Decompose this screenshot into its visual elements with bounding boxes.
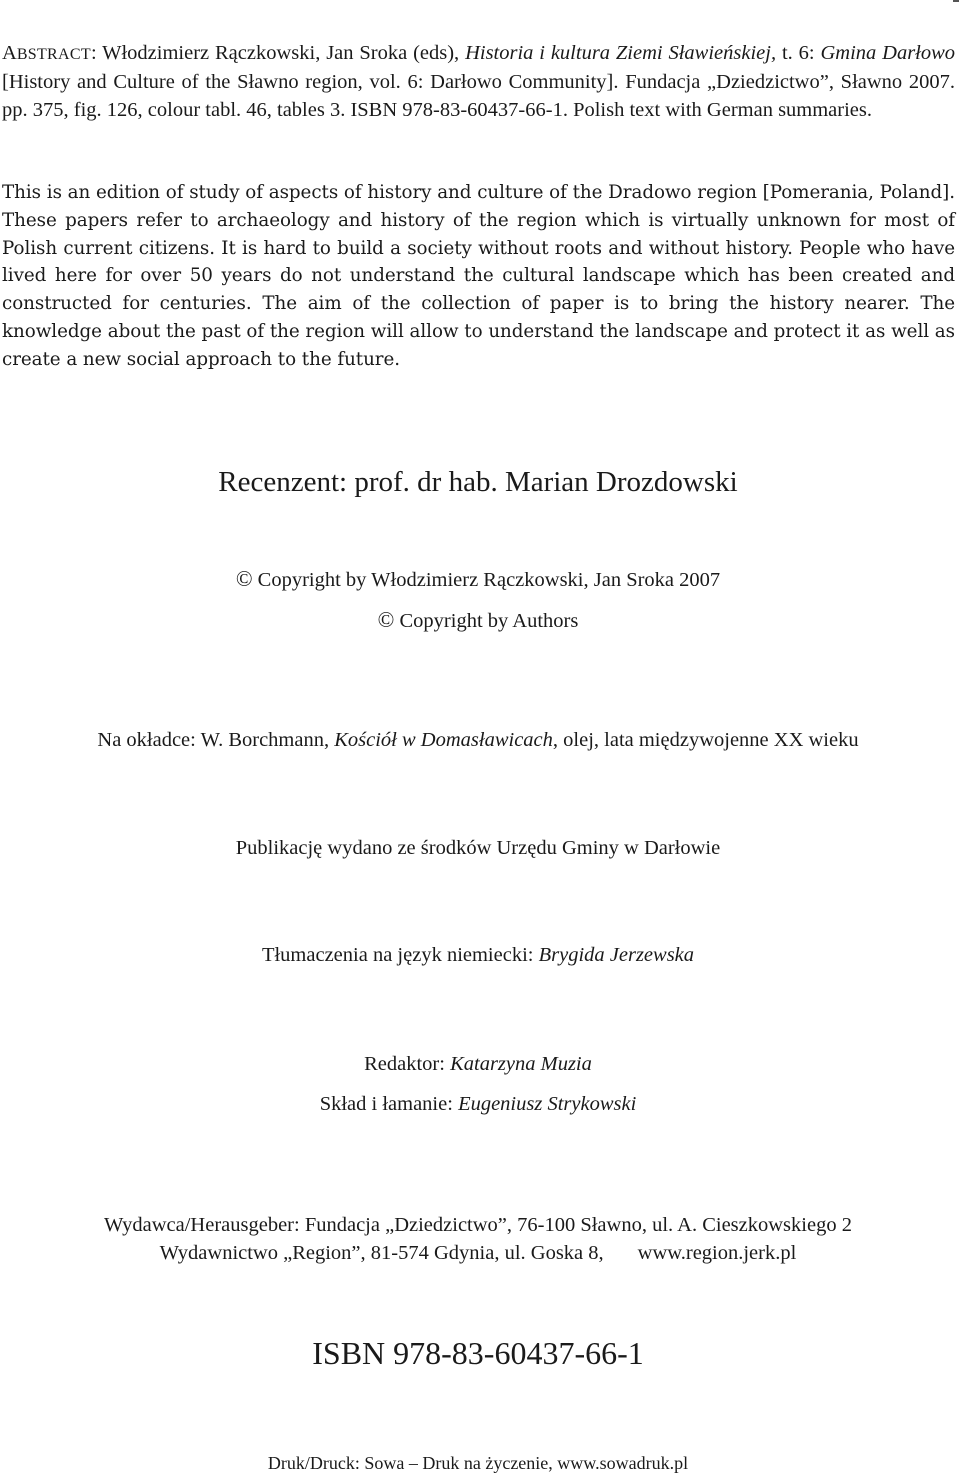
english-summary: This is an edition of study of aspects of history and culture of the Dradowo region [Pomerania, Poland]. These papers refer to archaeology and history of the region which is virtually unknown for most of Polish current citizens. It is hard to build a society without roots and without history. People who have lived here for over 50 years do not understand the cultural landscape which has been created and constructed for centuries. The aim of the collection of paper is to bring the history nearer. The knowledge about the past of the region will allow to understand the landscape and protect it as well as create a new social approach to the future.	[2, 182, 955, 370]
cover-label: Na okładce: W. Borchmann,	[97, 729, 330, 751]
publisher-line-1: Wydawca/Herausgeber: Fundacja „Dziedzictwo”, 76-100 Sławno, ul. A. Cieszkowskiego 2	[104, 1214, 852, 1236]
editor-name: Katarzyna Muzia	[450, 1053, 592, 1075]
abstract-label-colon: :	[90, 42, 97, 64]
publisher-url: www.region.jerk.pl	[637, 1242, 797, 1264]
abstract-title: Historia i kultura Ziemi Sławieńskiej,	[465, 42, 777, 64]
reviewer-line: Recenzent: prof. dr hab. Marian Drozdowski	[218, 466, 738, 498]
abstract-label: BSTRACT	[16, 46, 91, 63]
editor-credit	[0, 1053, 956, 1076]
cover-painting-title: Kościół w Domasławicach	[334, 729, 553, 751]
publisher-line-2	[0, 1242, 956, 1265]
copyright-icon: ©	[235, 566, 253, 591]
copyright-line-2	[0, 607, 956, 633]
cover-details: , olej, lata międzywojenne XX wieku	[552, 729, 859, 751]
translator-name: Brygida Jerzewska	[538, 944, 695, 966]
abstract-volume-title: Gmina Darłowo	[820, 42, 956, 64]
translation-label: Tłumaczenia na język niemiecki:	[261, 944, 534, 966]
abstract-label-initial: A	[2, 42, 17, 64]
typesetter-name: Eugeniusz Strykowski	[458, 1093, 637, 1115]
copyright-text-1: Copyright by Włodzimierz Rączkowski, Jan Sroka 2007	[257, 569, 721, 591]
copyright-icon: ©	[377, 607, 395, 632]
publisher-address-2: Wydawnictwo „Region”, 81-574 Gdynia, ul. Goska 8,	[159, 1242, 604, 1264]
cover-credit	[0, 729, 956, 752]
copyright-text-2: Copyright by Authors	[399, 610, 579, 632]
typesetting-credit	[0, 1093, 956, 1116]
funding-note: Publikację wydano ze środków Urzędu Gminy w Darłowie	[235, 837, 721, 859]
abstract-block	[2, 40, 955, 124]
abstract-volume-prefix: t. 6:	[781, 42, 815, 64]
editor-label: Redaktor:	[364, 1053, 445, 1075]
abstract-rest: [History and Culture of the Sławno region, vol. 6: Darłowo Community]. Fundacja „Dziedzictwo”, Sławno 2007. pp. 375, fig. 126, colour tabl. 46, tables 3. ISBN 978-83-60437-66-1. Polish text with German summaries.	[2, 70, 955, 121]
copyright-line-1	[0, 566, 956, 592]
isbn: ISBN 978-83-60437-66-1	[312, 1335, 644, 1371]
abstract-editors: Włodzimierz Rączkowski, Jan Sroka (eds),	[102, 42, 460, 64]
print-credit: Druk/Druck: Sowa – Druk na życzenie, www.sowadruk.pl	[267, 1453, 689, 1473]
translation-credit	[0, 944, 956, 967]
typesetting-label: Skład i łamanie:	[319, 1093, 453, 1115]
corner-mark	[953, 0, 959, 2]
